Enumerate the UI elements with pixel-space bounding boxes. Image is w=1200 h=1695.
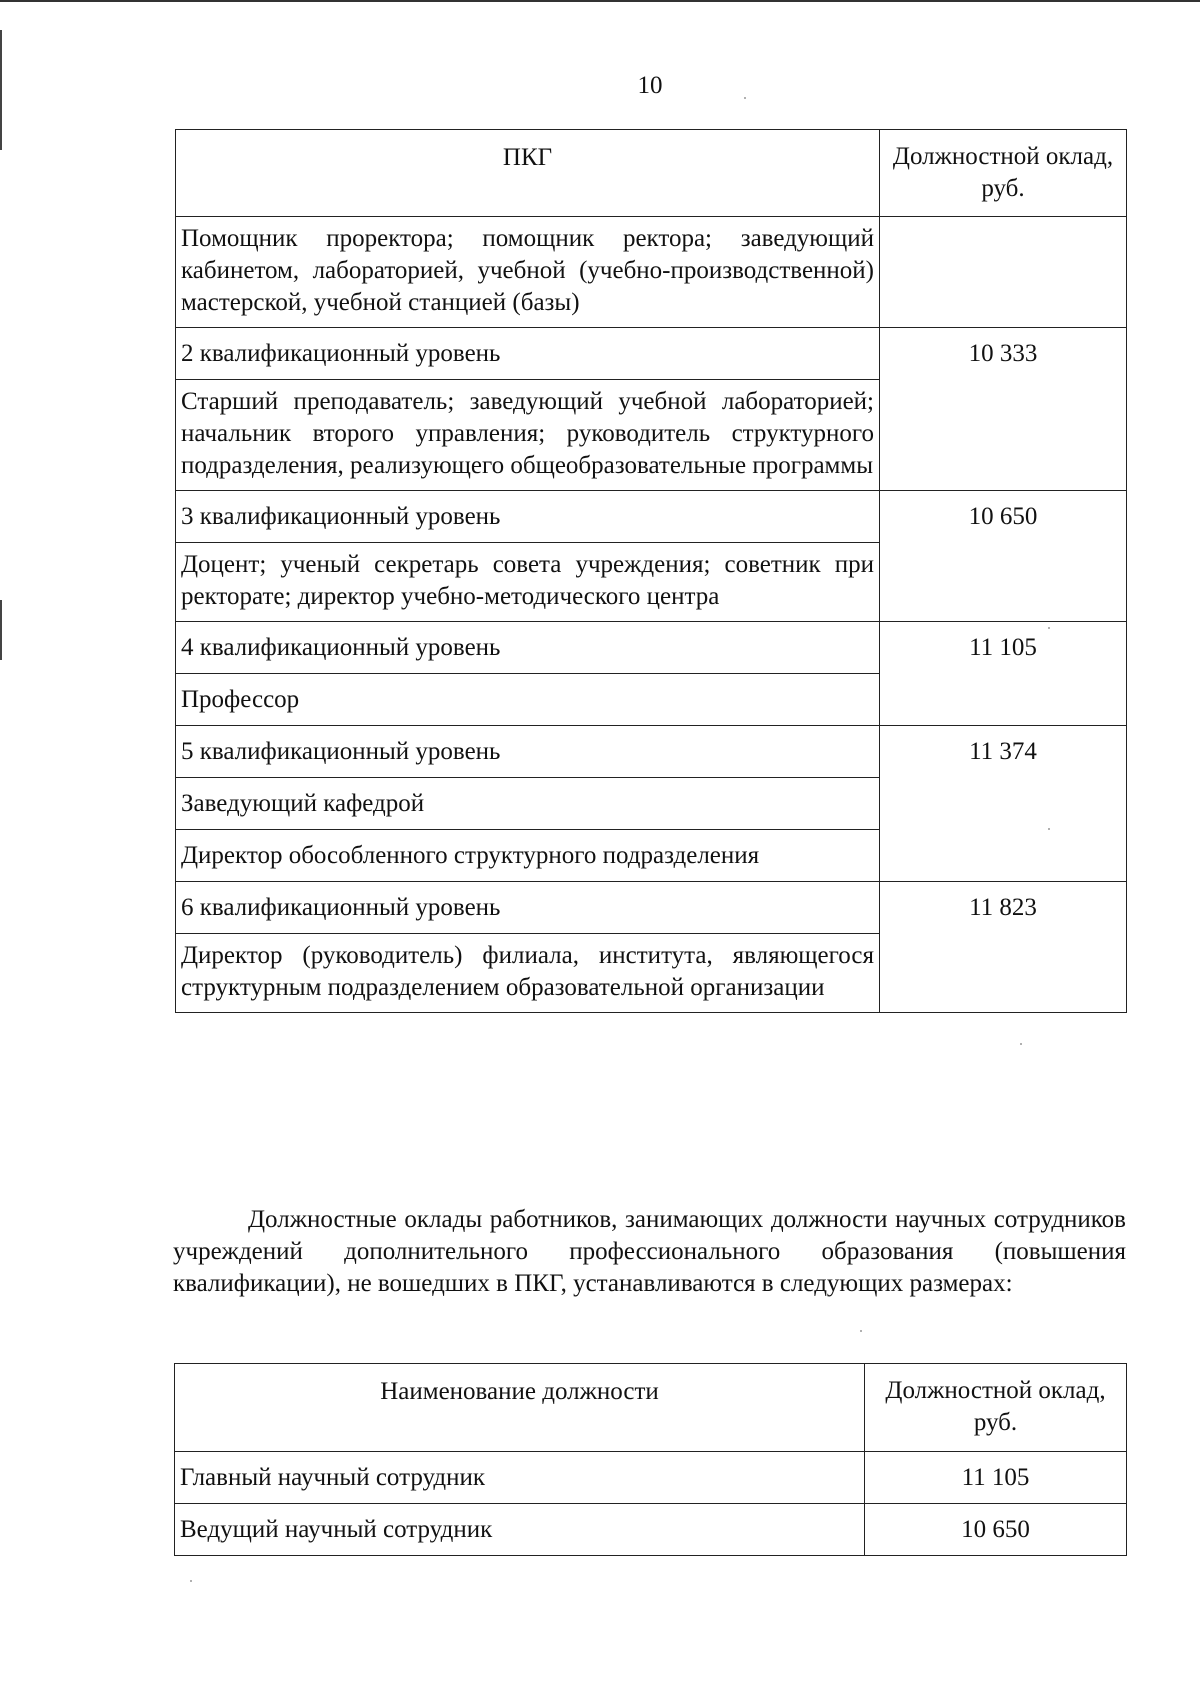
header-pkg: ПКГ (176, 130, 880, 217)
qualification-level: 2 квалификационный уровень (176, 328, 880, 380)
table-row (176, 882, 1127, 934)
position-description: Заведующий кафедрой (176, 778, 880, 830)
table-row (175, 1452, 1127, 1504)
table-header-row (175, 1364, 1127, 1452)
position-name: Главный научный сотрудник (175, 1452, 865, 1504)
scan-speck (1048, 828, 1050, 830)
salary-amount: 11 105 (865, 1452, 1127, 1504)
table-row (176, 726, 1127, 778)
body-paragraph: Должностные оклады работников, занимающих должности научных сотрудников учреждений дополнительного профессионального образования (повышения квалификации), не вошедших в ПКГ, устанавливаются в следующих размерах: (173, 1206, 1126, 1297)
header-position-name: Наименование должности (175, 1364, 865, 1452)
qualification-level: 4 квалификационный уровень (176, 622, 880, 674)
scan-speck (190, 1580, 192, 1582)
position-description: Директор обособленного структурного подразделения (176, 830, 880, 882)
table-header-row (176, 130, 1127, 217)
table-row (176, 217, 1127, 328)
salary-table-pkg (175, 129, 1127, 1013)
scan-left-edge (0, 600, 2, 660)
salary-amount: 10 333 (880, 328, 1127, 491)
table-row (176, 622, 1127, 674)
position-description: Директор (руководитель) филиала, института, являющегося структурным подразделением образовательной организации (176, 934, 880, 1013)
salary-amount: 11 374 (880, 726, 1127, 882)
salary-amount: 10 650 (865, 1504, 1127, 1556)
scan-speck (744, 97, 746, 99)
position-name: Ведущий научный сотрудник (175, 1504, 865, 1556)
table-row (175, 1504, 1127, 1556)
intro-positions: Помощник проректора; помощник ректора; заведующий кабинетом, лабораторией, учебной (учебно-производственной) мастерской, учебной станцией (базы) (176, 217, 880, 328)
position-description: Доцент; ученый секретарь совета учреждения; советник при ректорате; директор учебно-методического центра (176, 543, 880, 622)
empty-salary-cell (880, 217, 1127, 328)
salary-table-research (174, 1363, 1127, 1556)
scan-speck (1020, 1043, 1022, 1045)
table-row (176, 328, 1127, 380)
salary-amount: 11 105 (880, 622, 1127, 726)
header-salary: Должностной оклад, руб. (880, 130, 1127, 217)
position-description: Профессор (176, 674, 880, 726)
page-number: 10 (637, 72, 663, 99)
position-description: Старший преподаватель; заведующий учебной лабораторией; начальник второго управления; руководитель структурного подразделения, реализующего общеобразовательные программы (176, 380, 880, 491)
qualification-level: 5 квалификационный уровень (176, 726, 880, 778)
table-row (176, 491, 1127, 543)
scan-speck (860, 1330, 862, 1332)
qualification-level: 3 квалификационный уровень (176, 491, 880, 543)
salary-amount: 10 650 (880, 491, 1127, 622)
salary-amount: 11 823 (880, 882, 1127, 1013)
scan-top-edge (0, 0, 1200, 2)
scan-speck (1048, 627, 1050, 629)
qualification-level: 6 квалификационный уровень (176, 882, 880, 934)
header-salary: Должностной оклад, руб. (865, 1364, 1127, 1452)
